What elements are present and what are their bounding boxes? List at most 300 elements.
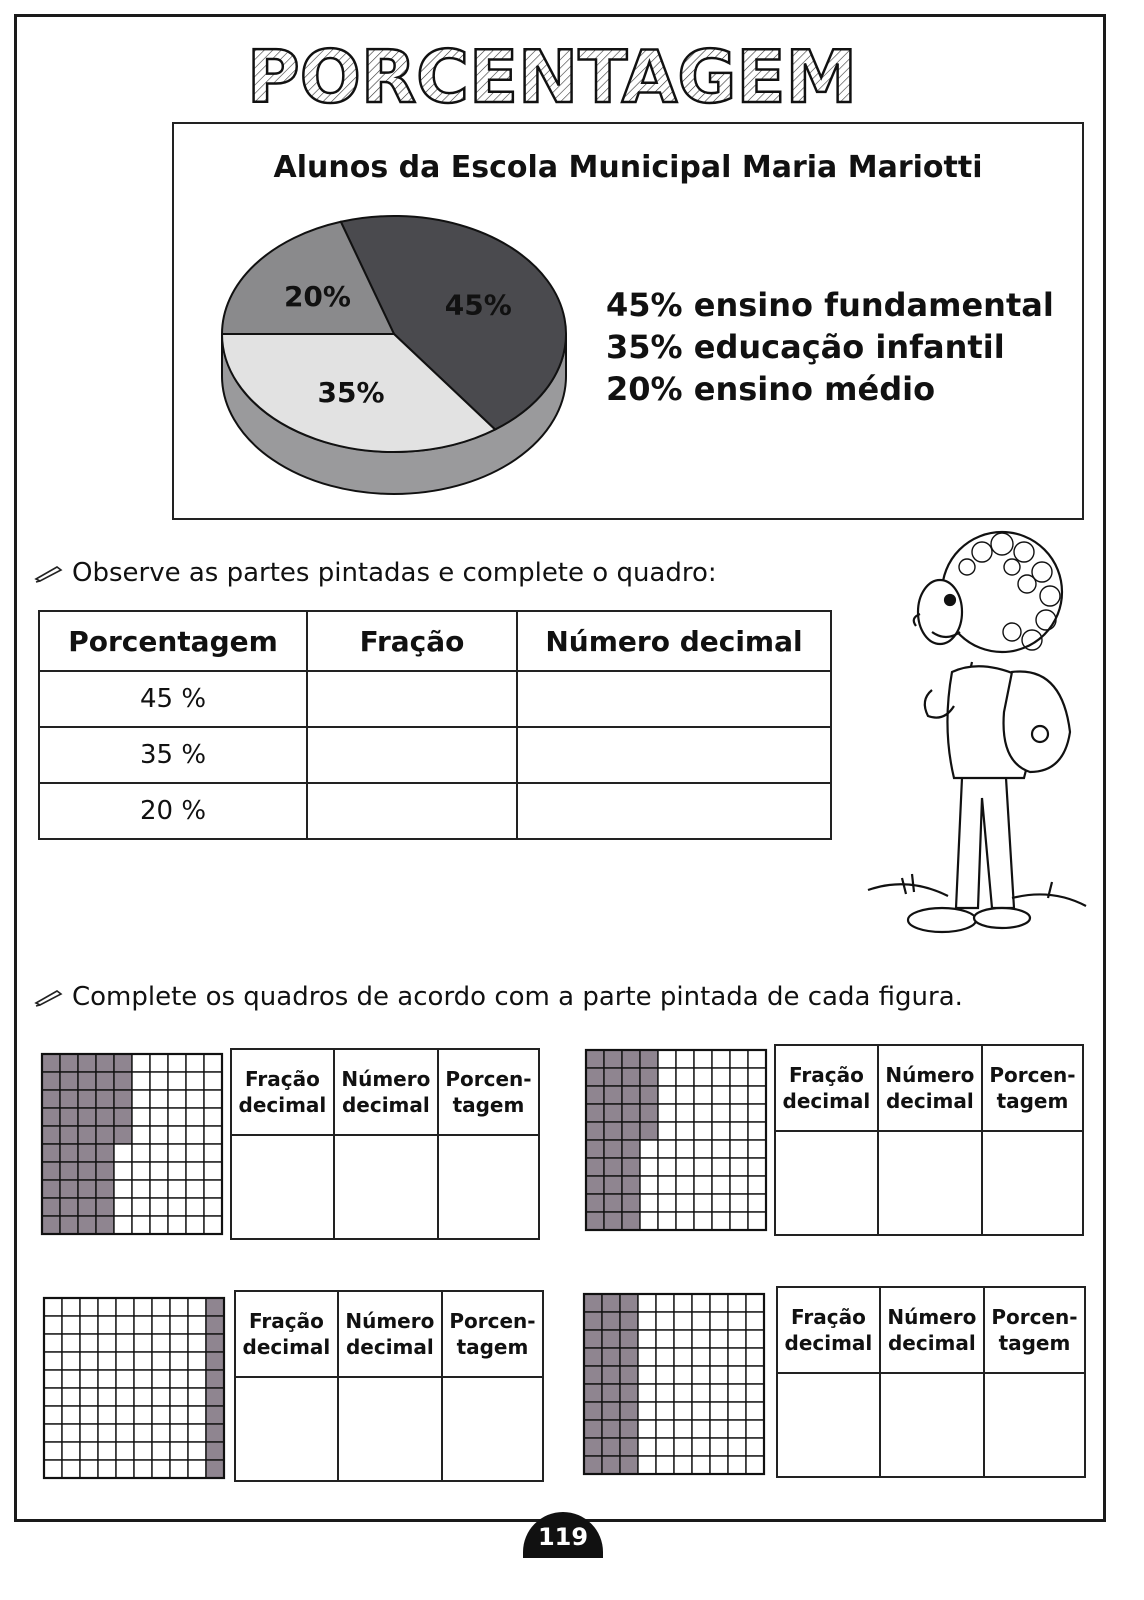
grid-cell <box>150 1126 168 1144</box>
grid-cell <box>730 1194 748 1212</box>
grid-cell <box>44 1442 62 1460</box>
grid-cell <box>150 1198 168 1216</box>
instruction-2 <box>34 982 963 1012</box>
legend-item-medio: 20% ensino médio <box>606 370 936 408</box>
grid-cell-shaded <box>640 1104 658 1122</box>
answer-cell[interactable] <box>338 1377 442 1481</box>
grid-cell <box>710 1330 728 1348</box>
grid-cell <box>746 1420 764 1438</box>
grid-cell-shaded <box>96 1054 114 1072</box>
grid-cell-shaded <box>78 1054 96 1072</box>
grid-cell-shaded <box>96 1216 114 1234</box>
grid-cell-shaded <box>96 1108 114 1126</box>
grid-cell-shaded <box>604 1158 622 1176</box>
grid-cell-shaded <box>620 1420 638 1438</box>
grid-cell <box>186 1108 204 1126</box>
grid-cell-shaded <box>60 1090 78 1108</box>
grid-cell <box>658 1068 676 1086</box>
grid-cell <box>656 1420 674 1438</box>
grid-cell <box>80 1370 98 1388</box>
header-porcentagem: Porcen- tagem <box>984 1287 1085 1373</box>
grid-cell <box>710 1384 728 1402</box>
grid-cell <box>638 1438 656 1456</box>
grid-cell <box>188 1352 206 1370</box>
grid-cell <box>132 1054 150 1072</box>
grid-cell-shaded <box>620 1294 638 1312</box>
table-row <box>39 727 831 783</box>
grid-cell <box>116 1316 134 1334</box>
grid-cell <box>674 1348 692 1366</box>
grid-cell <box>188 1370 206 1388</box>
grid-cell-shaded <box>206 1316 224 1334</box>
grid-cell <box>730 1086 748 1104</box>
grid-cell <box>150 1144 168 1162</box>
grid-cell-shaded <box>604 1068 622 1086</box>
grid-cell <box>638 1456 656 1474</box>
grid-cell <box>186 1162 204 1180</box>
pie-label-3: 20% <box>283 279 351 313</box>
grid-cell-shaded <box>78 1216 96 1234</box>
grid-cell <box>712 1194 730 1212</box>
grid-cell <box>170 1334 188 1352</box>
grid-cell <box>170 1460 188 1478</box>
grid-cell <box>168 1126 186 1144</box>
header-porcentagem: Porcentagem <box>39 611 307 671</box>
grid-cell-shaded <box>602 1312 620 1330</box>
grid-cell <box>186 1198 204 1216</box>
grid-cell <box>746 1438 764 1456</box>
grid-cell <box>134 1406 152 1424</box>
grid-cell-shaded <box>586 1158 604 1176</box>
grid-cell <box>116 1406 134 1424</box>
grid-cell <box>44 1460 62 1478</box>
legend-item-infantil: 35% educação infantil <box>606 328 1005 366</box>
answer-cell[interactable] <box>517 783 831 839</box>
grid-cell <box>676 1086 694 1104</box>
grid-cell-shaded <box>620 1312 638 1330</box>
grid-cell <box>712 1104 730 1122</box>
header-fracao: Fração <box>307 611 517 671</box>
grid-cell <box>728 1420 746 1438</box>
grid-cell <box>676 1212 694 1230</box>
grid-cell <box>132 1216 150 1234</box>
grid-cell-shaded <box>42 1162 60 1180</box>
grid-cell <box>638 1312 656 1330</box>
grid-cell <box>44 1424 62 1442</box>
chart-title: Alunos da Escola Municipal Maria Mariotti <box>273 150 983 185</box>
grid-cell-shaded <box>586 1104 604 1122</box>
grid-cell-shaded <box>602 1366 620 1384</box>
grid-cell <box>80 1388 98 1406</box>
grid-cell <box>188 1406 206 1424</box>
grid-cell <box>134 1334 152 1352</box>
table-row <box>39 783 831 839</box>
grid-cell <box>152 1442 170 1460</box>
grid-cell-shaded <box>584 1384 602 1402</box>
grid-cell <box>150 1072 168 1090</box>
grid-cell-shaded <box>206 1370 224 1388</box>
grid-cell-shaded <box>206 1334 224 1352</box>
grid-cell <box>152 1334 170 1352</box>
grid-cell <box>694 1140 712 1158</box>
grid-cell-shaded <box>620 1384 638 1402</box>
grid-cell-shaded <box>602 1456 620 1474</box>
grid-cell <box>710 1456 728 1474</box>
grid-cell <box>710 1366 728 1384</box>
grid-cell <box>204 1126 222 1144</box>
grid-cell <box>640 1194 658 1212</box>
cell-percentage: 20 % <box>39 783 307 839</box>
grid-cell <box>710 1348 728 1366</box>
grid-cell <box>728 1312 746 1330</box>
grid-cell-shaded <box>622 1104 640 1122</box>
grid-cell-shaded <box>78 1162 96 1180</box>
grid-cell <box>692 1348 710 1366</box>
header-porcentagem: Porcen- tagem <box>438 1049 539 1135</box>
hundred-grid-1 <box>40 1052 224 1236</box>
grid-cell <box>116 1298 134 1316</box>
page-number: 119 <box>523 1512 603 1558</box>
grid-cell <box>676 1194 694 1212</box>
grid-cell-shaded <box>42 1126 60 1144</box>
grid-cell <box>170 1442 188 1460</box>
grid-cell <box>674 1330 692 1348</box>
instruction-1 <box>34 558 717 588</box>
grid-cell-shaded <box>586 1140 604 1158</box>
grid-cell <box>98 1298 116 1316</box>
grid-cell <box>746 1312 764 1330</box>
grid-cell <box>712 1140 730 1158</box>
grid-cell-shaded <box>96 1180 114 1198</box>
answer-cell[interactable] <box>878 1131 982 1235</box>
grid-cell <box>44 1334 62 1352</box>
grid-cell <box>692 1420 710 1438</box>
answer-table-2 <box>774 1044 1084 1236</box>
answer-cell[interactable] <box>982 1131 1083 1235</box>
grid-cell-shaded <box>206 1298 224 1316</box>
grid-cell <box>150 1216 168 1234</box>
grid-cell <box>168 1090 186 1108</box>
grid-cell <box>152 1406 170 1424</box>
grid-cell <box>730 1212 748 1230</box>
grid-cell <box>116 1442 134 1460</box>
grid-cell <box>674 1456 692 1474</box>
grid-cell <box>44 1388 62 1406</box>
grid-cell <box>98 1460 116 1478</box>
grid-cell <box>728 1456 746 1474</box>
grid-cell <box>730 1050 748 1068</box>
grid-cell <box>712 1086 730 1104</box>
chart-box <box>172 122 1084 520</box>
grid-cell <box>674 1402 692 1420</box>
grid-cell <box>638 1420 656 1438</box>
grid-cell <box>132 1126 150 1144</box>
grid-cell <box>658 1050 676 1068</box>
grid-cell <box>186 1216 204 1234</box>
grid-cell-shaded <box>602 1420 620 1438</box>
grid-cell-shaded <box>42 1054 60 1072</box>
grid-cell <box>150 1090 168 1108</box>
grid-cell <box>116 1388 134 1406</box>
grid-cell <box>132 1198 150 1216</box>
grid-cell <box>44 1352 62 1370</box>
grid-cell <box>62 1460 80 1478</box>
grid-cell <box>132 1072 150 1090</box>
grid-cell-shaded <box>96 1144 114 1162</box>
grid-cell <box>98 1352 116 1370</box>
header-numero-decimal: Número decimal <box>338 1291 442 1377</box>
answer-cell[interactable] <box>438 1135 539 1239</box>
answer-cell[interactable] <box>517 727 831 783</box>
grid-cell <box>638 1384 656 1402</box>
grid-cell-shaded <box>206 1442 224 1460</box>
grid-cell <box>730 1158 748 1176</box>
grid-cell-shaded <box>96 1162 114 1180</box>
grid-cell <box>204 1072 222 1090</box>
grid-cell-shaded <box>622 1122 640 1140</box>
grid-cell-shaded <box>584 1312 602 1330</box>
grid-cell <box>748 1194 766 1212</box>
grid-cell <box>134 1442 152 1460</box>
instruction-2-text: Complete os quadros de acordo com a parte pintada de cada figura. <box>72 982 963 1012</box>
grid-cell <box>712 1068 730 1086</box>
grid-cell <box>658 1212 676 1230</box>
grid-cell-shaded <box>622 1158 640 1176</box>
grid-cell <box>152 1298 170 1316</box>
grid-cell-shaded <box>622 1086 640 1104</box>
grid-cell <box>168 1216 186 1234</box>
grid-cell-shaded <box>604 1140 622 1158</box>
grid-cell <box>640 1158 658 1176</box>
grid-cell-shaded <box>78 1180 96 1198</box>
grid-cell <box>80 1298 98 1316</box>
grid-cell <box>80 1316 98 1334</box>
answer-cell[interactable] <box>775 1131 878 1235</box>
grid-cell <box>728 1438 746 1456</box>
grid-cell-shaded <box>586 1212 604 1230</box>
grid-cell <box>150 1162 168 1180</box>
answer-cell[interactable] <box>880 1373 984 1477</box>
grid-cell-shaded <box>640 1086 658 1104</box>
grid-cell <box>694 1086 712 1104</box>
grid-cell-shaded <box>206 1352 224 1370</box>
grid-cell <box>694 1104 712 1122</box>
answer-cell[interactable] <box>307 671 517 727</box>
grid-cell <box>204 1198 222 1216</box>
grid-cell <box>204 1144 222 1162</box>
grid-cell <box>656 1294 674 1312</box>
grid-cell <box>62 1316 80 1334</box>
grid-cell <box>188 1316 206 1334</box>
grid-cell <box>170 1370 188 1388</box>
grid-cell <box>656 1366 674 1384</box>
grid-cell-shaded <box>604 1212 622 1230</box>
grid-cell <box>748 1176 766 1194</box>
grid-cell <box>132 1180 150 1198</box>
grid-cell <box>746 1330 764 1348</box>
header-fracao-decimal: Fração decimal <box>231 1049 334 1135</box>
grid-cell <box>712 1122 730 1140</box>
grid-cell <box>712 1212 730 1230</box>
chart-legend <box>606 284 1054 410</box>
grid-cell-shaded <box>78 1126 96 1144</box>
grid-cell <box>186 1144 204 1162</box>
grid-cell-shaded <box>586 1086 604 1104</box>
grid-cell <box>116 1352 134 1370</box>
grid-cell <box>676 1104 694 1122</box>
grid-cell-shaded <box>584 1438 602 1456</box>
grid-cell-shaded <box>42 1072 60 1090</box>
grid-cell <box>204 1090 222 1108</box>
grid-cell-shaded <box>620 1438 638 1456</box>
grid-cell-shaded <box>622 1194 640 1212</box>
pie-label-2: 35% <box>317 375 385 409</box>
grid-cell-shaded <box>60 1126 78 1144</box>
grid-cell <box>674 1384 692 1402</box>
grid-cell <box>748 1068 766 1086</box>
grid-cell-shaded <box>622 1176 640 1194</box>
grid-cell <box>692 1294 710 1312</box>
grid-cell-shaded <box>114 1054 132 1072</box>
grid-cell-shaded <box>622 1140 640 1158</box>
pie-label-1: 45% <box>444 288 512 322</box>
grid-cell-shaded <box>604 1122 622 1140</box>
grid-cell-shaded <box>604 1176 622 1194</box>
answer-cell[interactable] <box>517 671 831 727</box>
grid-cell <box>710 1402 728 1420</box>
grid-cell-shaded <box>78 1108 96 1126</box>
grid-cell-shaded <box>584 1366 602 1384</box>
grid-cell-shaded <box>96 1090 114 1108</box>
grid-cell-shaded <box>604 1194 622 1212</box>
grid-cell <box>188 1334 206 1352</box>
grid-cell <box>62 1298 80 1316</box>
grid-cell-shaded <box>78 1198 96 1216</box>
cell-percentage: 35 % <box>39 727 307 783</box>
grid-cell-shaded <box>114 1072 132 1090</box>
grid-cell <box>170 1352 188 1370</box>
grid-cell <box>710 1420 728 1438</box>
grid-cell <box>694 1158 712 1176</box>
grid-cell <box>710 1294 728 1312</box>
grid-cell <box>710 1438 728 1456</box>
grid-cell <box>658 1086 676 1104</box>
grid-cell <box>80 1334 98 1352</box>
grid-cell <box>730 1068 748 1086</box>
grid-cell-shaded <box>42 1090 60 1108</box>
grid-cell-shaded <box>206 1424 224 1442</box>
grid-cell <box>188 1424 206 1442</box>
grid-cell <box>204 1054 222 1072</box>
grid-cell-shaded <box>604 1050 622 1068</box>
hundred-grid-3 <box>42 1296 226 1480</box>
grid-cell <box>44 1298 62 1316</box>
grid-cell <box>694 1050 712 1068</box>
grid-cell <box>748 1158 766 1176</box>
pie-chart <box>216 204 586 509</box>
grid-cell <box>694 1176 712 1194</box>
grid-cell <box>656 1456 674 1474</box>
grid-cell-shaded <box>114 1108 132 1126</box>
grid-cell-shaded <box>622 1068 640 1086</box>
answer-cell[interactable] <box>442 1377 543 1481</box>
grid-cell <box>658 1104 676 1122</box>
grid-cell <box>748 1104 766 1122</box>
grid-cell <box>134 1298 152 1316</box>
grid-cell-shaded <box>602 1402 620 1420</box>
grid-cell <box>748 1140 766 1158</box>
grid-cell <box>168 1072 186 1090</box>
header-numero-decimal: Número decimal <box>880 1287 984 1373</box>
grid-cell-shaded <box>586 1122 604 1140</box>
grid-cell <box>676 1158 694 1176</box>
answer-cell[interactable] <box>777 1373 880 1477</box>
answer-table-4 <box>776 1286 1086 1478</box>
grid-cell-shaded <box>586 1050 604 1068</box>
grid-cell-shaded <box>586 1194 604 1212</box>
grid-cell <box>656 1312 674 1330</box>
grid-cell <box>98 1334 116 1352</box>
grid-cell <box>114 1216 132 1234</box>
grid-cell-shaded <box>584 1348 602 1366</box>
grid-cell <box>656 1330 674 1348</box>
answer-cell[interactable] <box>235 1377 338 1481</box>
grid-cell <box>674 1312 692 1330</box>
grid-cell-shaded <box>584 1330 602 1348</box>
grid-cell-shaded <box>640 1122 658 1140</box>
answer-cell[interactable] <box>334 1135 438 1239</box>
grid-cell <box>676 1176 694 1194</box>
cell-percentage: 45 % <box>39 671 307 727</box>
hundred-grid-2 <box>584 1048 768 1232</box>
grid-cell-shaded <box>60 1144 78 1162</box>
answer-cell[interactable] <box>307 727 517 783</box>
answer-cell[interactable] <box>307 783 517 839</box>
grid-cell <box>728 1366 746 1384</box>
grid-cell <box>692 1402 710 1420</box>
grid-cell-shaded <box>602 1348 620 1366</box>
grid-cell <box>658 1122 676 1140</box>
grid-cell <box>656 1348 674 1366</box>
grid-cell <box>168 1108 186 1126</box>
grid-cell <box>134 1388 152 1406</box>
grid-cell-shaded <box>620 1402 638 1420</box>
grid-cell <box>638 1366 656 1384</box>
grid-cell-shaded <box>586 1068 604 1086</box>
grid-cell <box>658 1194 676 1212</box>
grid-cell <box>658 1158 676 1176</box>
grid-cell-shaded <box>78 1144 96 1162</box>
grid-cell <box>748 1212 766 1230</box>
grid-cell <box>152 1460 170 1478</box>
grid-cell-shaded <box>78 1072 96 1090</box>
grid-cell <box>694 1068 712 1086</box>
grid-cell-shaded <box>602 1294 620 1312</box>
grid-cell-shaded <box>206 1406 224 1424</box>
header-porcentagem: Porcen- tagem <box>982 1045 1083 1131</box>
grid-cell <box>188 1388 206 1406</box>
grid-cell <box>746 1402 764 1420</box>
grid-cell <box>676 1122 694 1140</box>
grid-cell <box>170 1316 188 1334</box>
grid-cell <box>62 1388 80 1406</box>
grid-cell <box>186 1090 204 1108</box>
answer-cell[interactable] <box>231 1135 334 1239</box>
grid-cell <box>98 1442 116 1460</box>
table-row <box>39 671 831 727</box>
grid-cell-shaded <box>78 1090 96 1108</box>
answer-cell[interactable] <box>984 1373 1085 1477</box>
